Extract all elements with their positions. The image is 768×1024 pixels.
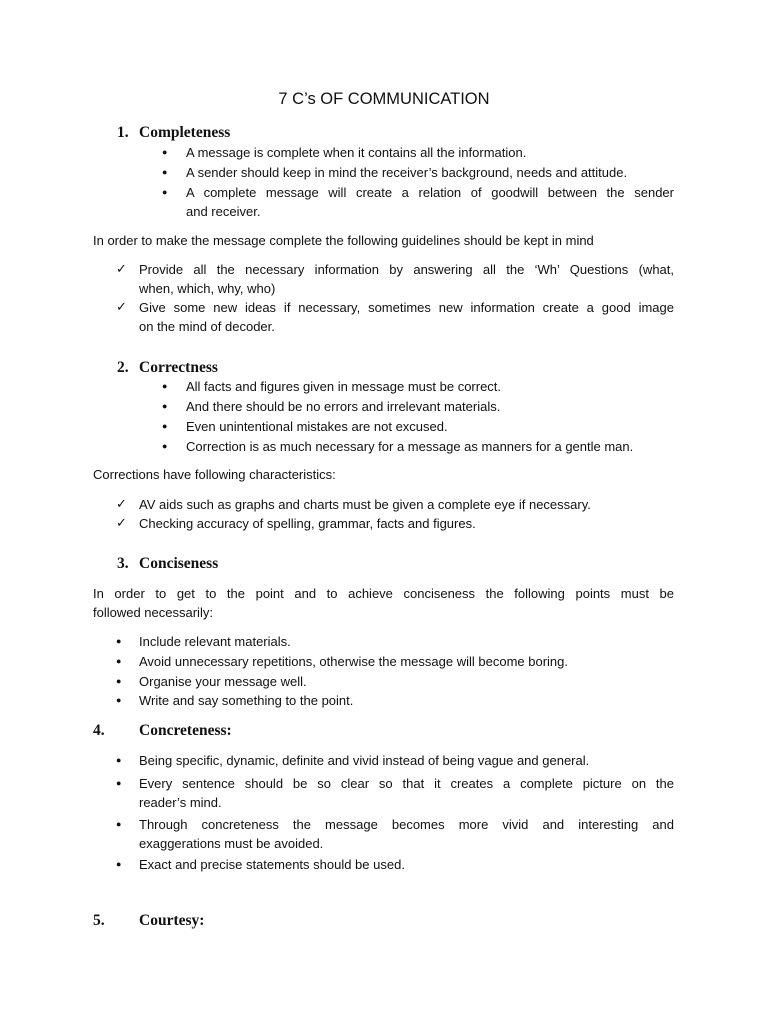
list-item: A message is complete when it contains all the information. xyxy=(186,145,527,160)
paragraph: In order to make the message complete the following guidelines should be kept in mind xyxy=(93,233,594,248)
paragraph-continuation: followed necessarily: xyxy=(93,605,213,620)
list-item: And there should be no errors and irrelevant materials. xyxy=(186,399,501,414)
checkmark-icon: ✓ xyxy=(116,299,127,314)
section-title: Conciseness xyxy=(139,555,219,572)
check-item: AV aids such as graphs and charts must be given a complete eye if necessary. xyxy=(139,497,591,512)
list-item: Exact and precise statements should be used. xyxy=(139,857,405,872)
list-item: A complete message will create a relation of goodwill between the sender xyxy=(186,185,674,200)
list-item: Through concreteness the message becomes more vivid and interesting and xyxy=(139,817,674,832)
check-item: Give some new ideas if necessary, sometimes new information create a good image xyxy=(139,300,674,315)
section-heading-conciseness xyxy=(117,554,218,574)
check-item-continuation: on the mind of decoder. xyxy=(139,319,275,334)
bullet-icon: ● xyxy=(116,676,122,686)
check-item: Provide all the necessary information by answering all the ‘Wh’ Questions (what, xyxy=(139,262,674,277)
section-heading-concreteness xyxy=(93,721,232,741)
bullet-icon: ● xyxy=(116,636,122,646)
list-item: All facts and figures given in message must be correct. xyxy=(186,379,502,394)
bullet-icon: ● xyxy=(162,187,168,197)
paragraph: In order to get to the point and to achieve conciseness the following points must be xyxy=(93,586,674,601)
list-item-continuation: reader’s mind. xyxy=(139,795,222,810)
section-heading-correctness xyxy=(117,358,218,378)
check-item: Checking accuracy of spelling, grammar, facts and figures. xyxy=(139,516,476,531)
bullet-icon: ● xyxy=(116,755,122,765)
bullet-icon: ● xyxy=(116,778,122,788)
section-title: Courtesy: xyxy=(139,912,205,929)
check-item-continuation: when, which, why, who) xyxy=(139,281,276,296)
bullet-icon: ● xyxy=(162,147,168,157)
list-item-continuation: exaggerations must be avoided. xyxy=(139,836,324,851)
section-heading-completeness xyxy=(117,123,230,143)
section-heading-courtesy xyxy=(93,911,204,931)
bullet-icon: ● xyxy=(162,401,168,411)
list-item: Being specific, dynamic, definite and vivid instead of being vague and general. xyxy=(139,753,590,768)
section-title: Completeness xyxy=(139,124,231,141)
bullet-icon: ● xyxy=(162,167,168,177)
checkmark-icon: ✓ xyxy=(116,515,127,530)
list-item: Organise your message well. xyxy=(139,674,307,689)
section-number: 4. xyxy=(93,722,105,739)
list-item: Avoid unnecessary repetitions, otherwise the message will become boring. xyxy=(139,654,568,669)
bullet-icon: ● xyxy=(162,381,168,391)
checkmark-icon: ✓ xyxy=(116,496,127,511)
bullet-icon: ● xyxy=(116,656,122,666)
section-title: Concreteness: xyxy=(139,722,232,739)
section-number: 5. xyxy=(93,912,105,929)
bullet-icon: ● xyxy=(162,441,168,451)
section-number: 3. xyxy=(117,555,129,572)
page-title: 7 C’s OF COMMUNICATION xyxy=(278,90,490,108)
section-number: 2. xyxy=(117,359,129,376)
list-item: Correction is as much necessary for a message as manners for a gentle man. xyxy=(186,439,634,454)
paragraph: Corrections have following characteristics: xyxy=(93,467,336,482)
bullet-icon: ● xyxy=(116,819,122,829)
list-item: Include relevant materials. xyxy=(139,634,291,649)
checkmark-icon: ✓ xyxy=(116,261,127,276)
list-item: Every sentence should be so clear so that it creates a complete picture on the xyxy=(139,776,674,791)
section-title: Correctness xyxy=(139,359,218,376)
list-item: Even unintentional mistakes are not excused. xyxy=(186,419,448,434)
bullet-icon: ● xyxy=(162,421,168,431)
bullet-icon: ● xyxy=(116,859,122,869)
section-number: 1. xyxy=(117,124,129,141)
list-item-continuation: and receiver. xyxy=(186,204,261,219)
bullet-icon: ● xyxy=(116,695,122,705)
list-item: Write and say something to the point. xyxy=(139,693,354,708)
list-item: A sender should keep in mind the receiver’s background, needs and attitude. xyxy=(186,165,628,180)
